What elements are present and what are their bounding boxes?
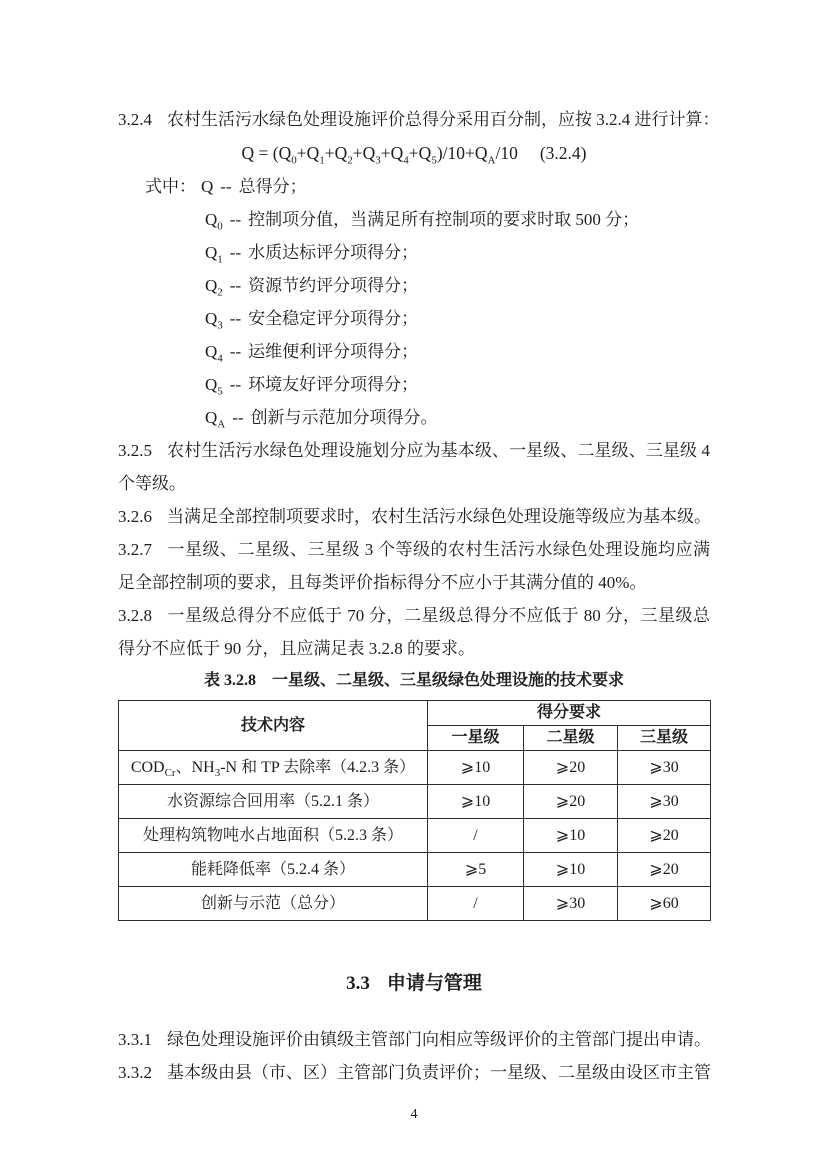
definition-row — [118, 401, 710, 434]
clause-text: 当满足全部控制项要求时，农村生活污水绿色处理设施等级应为基本级。 — [167, 507, 711, 526]
definitions-intro: 式中： — [145, 177, 196, 196]
clause-3-2-6 — [118, 500, 710, 533]
row-content: 水资源综合回用率（5.2.1 条） — [119, 785, 428, 819]
clause-text: 农村生活污水绿色处理设施划分应为基本级、一星级、二星级、三星级 4 个等级。 — [118, 441, 710, 493]
requirements-table — [118, 700, 711, 921]
column-header-score-group: 得分要求 — [428, 701, 711, 726]
symbol-definitions — [118, 170, 710, 434]
symbol: $Q_5$ — [205, 375, 223, 398]
clause-number: 3.3.1 — [118, 1030, 152, 1049]
row-content: 创新与示范（总分） — [119, 887, 428, 921]
definition-row — [118, 302, 710, 335]
dash: -- — [229, 342, 242, 361]
row-content: $COD_{Cr}$、$NH_3-N$ 和 TP 去除率（4.2.3 条） — [119, 751, 428, 785]
symbol: $Q_A$ — [205, 408, 226, 431]
clause-text: 一星级、二星级、三星级 3 个等级的农村生活污水绿色处理设施均应满足全部控制项的要求，且每类评价指标得分不应小于其满分值的 40%。 — [118, 540, 710, 592]
row-content: 能耗降低率（5.2.4 条） — [119, 853, 428, 887]
row-value: ⩾10 — [428, 751, 524, 785]
table-row — [119, 785, 711, 819]
symbol-description: 控制项分值，当满足所有控制项的要求时取 500 分； — [248, 210, 640, 229]
dash: -- — [229, 210, 242, 229]
symbol: $Q_0$ — [205, 210, 223, 233]
table-row — [119, 819, 711, 853]
document-page — [118, 0, 720, 1125]
row-value: ⩾60 — [618, 887, 711, 921]
clause-number: 3.2.7 — [118, 540, 152, 559]
symbol: $Q_2$ — [205, 276, 223, 299]
clause-3-2-5 — [118, 434, 710, 500]
symbol-description: 安全稳定评分项得分； — [248, 309, 419, 328]
definition-row — [118, 203, 710, 236]
column-header-one-star: 一星级 — [428, 726, 524, 751]
clause-3-3-2 — [118, 1056, 710, 1089]
table-row — [119, 887, 711, 921]
row-value: ⩾10 — [524, 819, 618, 853]
row-content: 处理构筑物吨水占地面积（5.2.3 条） — [119, 819, 428, 853]
clause-3-2-4 — [118, 103, 720, 136]
table-title: 表 3.2.8 一星级、二星级、三星级绿色处理设施的技术要求 — [203, 672, 624, 689]
table-row — [119, 751, 711, 785]
row-value: ⩾20 — [618, 853, 711, 887]
section-title: 申请与管理 — [386, 973, 482, 994]
equation-number: (3.2.4) — [539, 143, 587, 163]
clause-3-2-7 — [118, 533, 710, 599]
definition-row — [118, 170, 710, 203]
clause-number: 3.3.2 — [118, 1063, 152, 1082]
formula-3-2-4 — [118, 136, 710, 170]
column-header-two-star: 二星级 — [524, 726, 618, 751]
symbol-description: 总得分； — [238, 177, 307, 196]
row-value: ⩾30 — [618, 751, 711, 785]
clause-text: 农村生活污水绿色处理设施评价总得分采用百分制，应按 3.2.4 进行计算： — [167, 110, 720, 129]
clause-3-2-8 — [118, 599, 710, 665]
clause-text: 绿色处理设施评价由镇级主管部门向相应等级评价的主管部门提出申请。 — [167, 1030, 711, 1049]
symbol: $Q_1$ — [205, 243, 223, 266]
row-value: ⩾30 — [618, 785, 711, 819]
symbol-description: 水质达标评分项得分； — [248, 243, 419, 262]
symbol: Q — [201, 177, 214, 196]
dash: -- — [229, 375, 242, 394]
symbol-description: 创新与示范加分项得分。 — [250, 408, 438, 427]
section-number: 3.3 — [346, 973, 370, 994]
definition-row — [118, 368, 710, 401]
clause-number: 3.2.8 — [118, 606, 152, 625]
table-row — [119, 853, 711, 887]
column-header-three-star: 三星级 — [618, 726, 711, 751]
row-value: / — [428, 887, 524, 921]
clause-3-3-1 — [118, 1023, 710, 1056]
row-value: ⩾30 — [524, 887, 618, 921]
clause-text: 基本级由县（市、区）主管部门负责评价；一星级、二星级由设区市主管 — [167, 1063, 711, 1082]
clause-number: 3.2.5 — [118, 441, 152, 460]
dash: -- — [229, 243, 242, 262]
page-number: 4 — [410, 1107, 418, 1122]
definition-row — [118, 236, 710, 269]
formula-expression: $Q = (Q_0+Q_1+Q_2+Q_3+Q_4+Q_5)/10+Q_A/10$ — [241, 143, 518, 167]
symbol-description: 环境友好评分项得分； — [248, 375, 419, 394]
symbol-description: 资源节约评分项得分； — [248, 276, 419, 295]
symbol: $Q_3$ — [205, 309, 223, 332]
row-value: ⩾10 — [428, 785, 524, 819]
symbol: $Q_4$ — [205, 342, 223, 365]
symbol-description: 运维便利评分项得分； — [248, 342, 419, 361]
definition-row — [118, 269, 710, 302]
row-value: ⩾5 — [428, 853, 524, 887]
row-value: ⩾20 — [524, 751, 618, 785]
clause-number: 3.2.4 — [118, 110, 152, 129]
column-header-content: 技术内容 — [119, 701, 428, 751]
row-value: ⩾20 — [524, 785, 618, 819]
clause-number: 3.2.6 — [118, 507, 152, 526]
section-heading-3-3 — [118, 971, 710, 997]
row-value: / — [428, 819, 524, 853]
definition-row — [118, 335, 710, 368]
dash: -- — [229, 309, 242, 328]
dash: -- — [220, 177, 232, 196]
clause-text: 一星级总得分不应低于 70 分，二星级总得分不应低于 80 分，三星级总得分不应低于 90 分，且应满足表 3.2.8 的要求。 — [118, 606, 710, 658]
row-value: ⩾20 — [618, 819, 711, 853]
dash: -- — [229, 276, 242, 295]
dash: -- — [232, 408, 244, 427]
row-value: ⩾10 — [524, 853, 618, 887]
